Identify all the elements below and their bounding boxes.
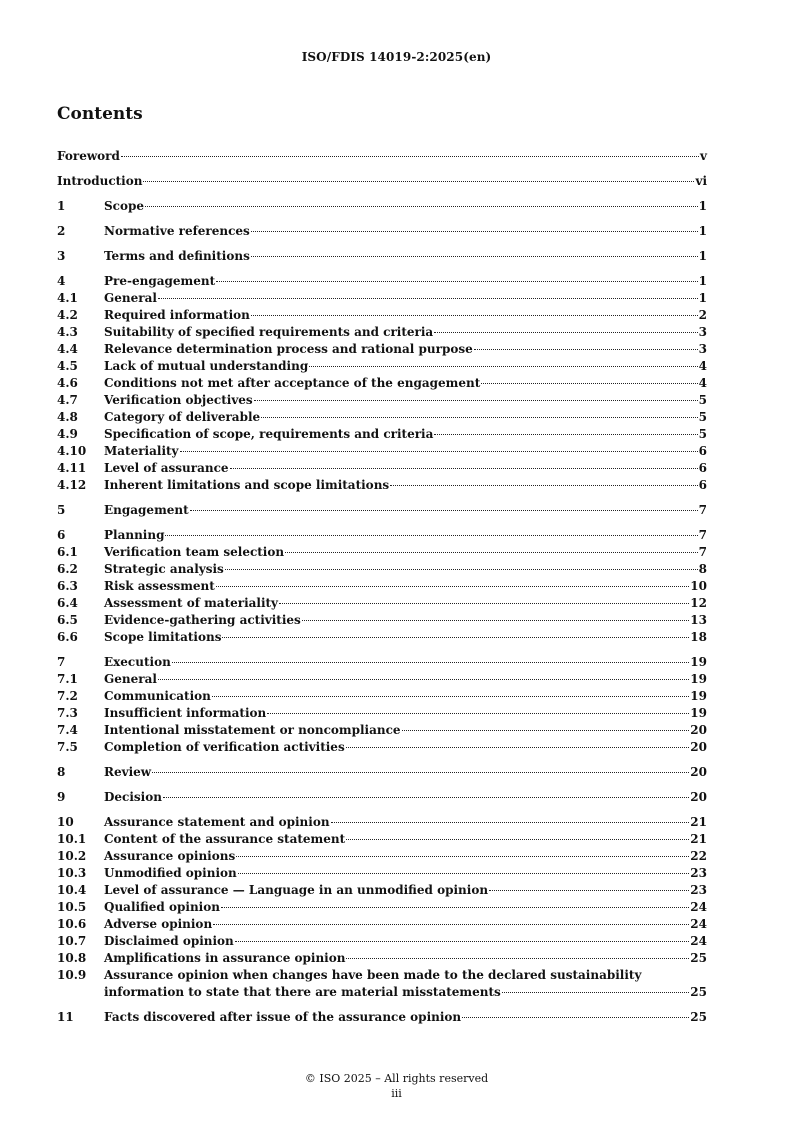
dot-leader xyxy=(309,366,697,367)
toc-entry-number: 10.6 xyxy=(57,917,87,931)
dot-leader xyxy=(285,552,698,553)
toc-entry[interactable] xyxy=(57,916,707,933)
toc-entry-label: Level of assurance — Language in an unmodified opinion xyxy=(104,883,489,897)
toc-entry-number: 4.10 xyxy=(57,444,87,458)
toc-entry-page: 7 xyxy=(698,528,707,542)
dot-leader xyxy=(346,839,689,840)
toc-entry-page: 19 xyxy=(690,689,707,703)
toc-entry-number: 7.2 xyxy=(57,689,78,703)
document-id-header: ISO/FDIS 14019-2:2025(en) xyxy=(301,50,492,64)
toc-entry-number: 4.6 xyxy=(57,376,78,390)
toc-entry-number: 10.8 xyxy=(57,951,87,965)
toc-entry[interactable] xyxy=(57,544,707,561)
toc-entry-page: 18 xyxy=(690,630,707,644)
toc-entry[interactable] xyxy=(57,831,707,848)
toc-entry-page: 5 xyxy=(698,427,707,441)
toc-entry-label: Terms and definitions xyxy=(104,249,250,263)
toc-entry[interactable] xyxy=(57,722,707,739)
toc-entry-page: 1 xyxy=(698,249,707,263)
dot-leader xyxy=(434,434,697,435)
toc-entry-number: 4.7 xyxy=(57,393,78,407)
toc-entry[interactable] xyxy=(57,290,707,307)
toc-entry[interactable] xyxy=(57,375,707,392)
toc-entry-label: Disclaimed opinion xyxy=(104,934,234,948)
toc-entry-page: 1 xyxy=(698,274,707,288)
dot-leader xyxy=(216,281,698,282)
dot-leader xyxy=(346,958,689,959)
toc-entry-label: Decision xyxy=(104,790,162,804)
toc-entry-label: Insufficient information xyxy=(104,706,267,720)
toc-entry-page: 20 xyxy=(690,723,707,737)
toc-entry-number: 7.5 xyxy=(57,740,78,754)
toc-entry-number: 6 xyxy=(57,528,66,542)
toc-entry-number: 7.4 xyxy=(57,723,78,737)
dot-leader xyxy=(230,468,698,469)
dot-leader xyxy=(251,231,698,232)
toc-entry-page: 10 xyxy=(690,579,707,593)
toc-entry-number: 4.1 xyxy=(57,291,78,305)
toc-entry-page: 25 xyxy=(690,1010,707,1024)
toc-entry-number: 2 xyxy=(57,224,66,238)
toc-entry-label: Engagement xyxy=(104,503,189,517)
toc-entry-number: 1 xyxy=(57,199,66,213)
dot-leader xyxy=(254,400,698,401)
toc-entry-page: 20 xyxy=(690,765,707,779)
toc-entry[interactable] xyxy=(57,848,707,865)
toc-entry-number: 4.9 xyxy=(57,427,78,441)
toc-entry[interactable] xyxy=(57,341,707,358)
toc-entry-label: Verification team selection xyxy=(104,545,285,559)
dot-leader xyxy=(190,510,698,511)
toc-entry-page: 8 xyxy=(698,562,707,576)
dot-leader xyxy=(489,890,689,891)
toc-entry[interactable] xyxy=(57,1009,707,1026)
toc-entry-label: Unmodified opinion xyxy=(104,866,237,880)
toc-entry[interactable] xyxy=(57,392,707,409)
toc-entry-number: 6.5 xyxy=(57,613,78,627)
toc-entry-number: 6.1 xyxy=(57,545,78,559)
toc-entry-page: 24 xyxy=(690,917,707,931)
toc-entry-number: 4.8 xyxy=(57,410,78,424)
toc-entry-label: Conditions not met after acceptance of the engagement xyxy=(104,376,481,390)
toc-entry-label: Assurance opinions xyxy=(104,849,236,863)
dot-leader xyxy=(172,662,690,663)
dot-leader xyxy=(251,256,698,257)
toc-entry-number: 4.5 xyxy=(57,359,78,373)
toc-entry-label: Content of the assurance statement xyxy=(104,832,346,846)
toc-entry-label: Risk assessment xyxy=(104,579,215,593)
toc-entry-number: 6.2 xyxy=(57,562,78,576)
dot-leader xyxy=(261,417,697,418)
toc-entry[interactable] xyxy=(57,248,707,265)
toc-entry[interactable] xyxy=(57,502,707,519)
toc-entry-page: 3 xyxy=(698,325,707,339)
toc-entry-page: 7 xyxy=(698,545,707,559)
toc-entry-page: 6 xyxy=(698,478,707,492)
toc-entry[interactable] xyxy=(57,460,707,477)
toc-entry-number: 10.4 xyxy=(57,883,87,897)
dot-leader xyxy=(180,451,698,452)
toc-entry[interactable] xyxy=(57,561,707,578)
toc-entry-label: Lack of mutual understanding xyxy=(104,359,309,373)
toc-entry-label: Specification of scope, requirements and criteria xyxy=(104,427,434,441)
toc-entry-number: 10.5 xyxy=(57,900,87,914)
dot-leader xyxy=(474,349,698,350)
dot-leader xyxy=(225,569,698,570)
toc-entry-number: 5 xyxy=(57,503,66,517)
toc-entry-label-continued: information to state that there are material misstatements xyxy=(104,985,501,999)
toc-entry-label: Suitability of specified requirements and criteria xyxy=(104,325,434,339)
toc-entry[interactable] xyxy=(57,899,707,916)
toc-entry-page: 19 xyxy=(690,655,707,669)
contents-title: Contents xyxy=(57,104,143,124)
toc-entry-page: 23 xyxy=(690,866,707,880)
toc-entry[interactable] xyxy=(57,882,707,899)
toc-entry-number: 11 xyxy=(57,1010,74,1024)
dot-leader xyxy=(152,772,689,773)
toc-entry-label: Assessment of materiality xyxy=(104,596,279,610)
toc-entry[interactable] xyxy=(57,595,707,612)
toc-entry-page: 4 xyxy=(698,359,707,373)
toc-entry-label: Assurance statement and opinion xyxy=(104,815,330,829)
dot-leader xyxy=(222,637,689,638)
toc-entry-page: 20 xyxy=(690,740,707,754)
toc-entry-label: Verification objectives xyxy=(104,393,253,407)
toc-entry-page: 13 xyxy=(690,613,707,627)
toc-entry-page: 20 xyxy=(690,790,707,804)
toc-entry[interactable] xyxy=(57,654,707,671)
toc-entry-page: 22 xyxy=(690,849,707,863)
toc-entry-page: 19 xyxy=(690,672,707,686)
toc-entry-label: Strategic analysis xyxy=(104,562,224,576)
toc-entry-label: Adverse opinion xyxy=(104,917,213,931)
toc-entry-label: Scope xyxy=(104,199,145,213)
toc-entry-page: v xyxy=(700,149,707,163)
toc-entry[interactable] xyxy=(57,612,707,629)
toc-entry[interactable] xyxy=(57,527,707,544)
toc-entry-number: 4.12 xyxy=(57,478,87,492)
toc-entry-number: 8 xyxy=(57,765,66,779)
toc-entry-label: Category of deliverable xyxy=(104,410,261,424)
toc-entry[interactable] xyxy=(57,148,707,165)
toc-entry[interactable] xyxy=(57,967,707,1001)
toc-entry[interactable] xyxy=(57,789,707,806)
toc-entry[interactable] xyxy=(57,950,707,967)
dot-leader xyxy=(236,856,689,857)
dot-leader xyxy=(502,992,690,993)
toc-entry-page: 25 xyxy=(690,985,707,999)
toc-entry[interactable] xyxy=(57,324,707,341)
toc-entry-page: 1 xyxy=(698,224,707,238)
toc-entry-page: 12 xyxy=(690,596,707,610)
toc-entry-label: Review xyxy=(104,765,152,779)
toc-entry-page: 6 xyxy=(698,461,707,475)
table-of-contents xyxy=(57,148,707,1026)
toc-entry-number: 4.11 xyxy=(57,461,87,475)
dot-leader xyxy=(462,1017,689,1018)
toc-entry[interactable] xyxy=(57,358,707,375)
toc-entry-label: Evidence-gathering activities xyxy=(104,613,301,627)
dot-leader xyxy=(158,679,689,680)
dot-leader xyxy=(143,181,694,182)
toc-entry-number: 10.3 xyxy=(57,866,87,880)
dot-leader xyxy=(221,907,689,908)
dot-leader xyxy=(251,315,698,316)
toc-entry-page: 24 xyxy=(690,900,707,914)
toc-entry-number: 7.1 xyxy=(57,672,78,686)
toc-entry-page: 5 xyxy=(698,410,707,424)
page-footer xyxy=(0,1071,793,1101)
toc-entry-page: 1 xyxy=(698,291,707,305)
toc-entry-page: 21 xyxy=(690,815,707,829)
toc-entry[interactable] xyxy=(57,814,707,831)
toc-entry-page: 3 xyxy=(698,342,707,356)
toc-entry-number: 10.2 xyxy=(57,849,87,863)
toc-entry-number: 6.3 xyxy=(57,579,78,593)
toc-entry-number: 10.7 xyxy=(57,934,87,948)
toc-entry-number: 6.4 xyxy=(57,596,78,610)
toc-entry-number: 4.4 xyxy=(57,342,78,356)
toc-entry-label: Relevance determination process and rational purpose xyxy=(104,342,473,356)
toc-entry-number: 10.9 xyxy=(57,968,87,982)
toc-entry-label: Intentional misstatement or noncompliance xyxy=(104,723,401,737)
toc-entry-label: Amplifications in assurance opinion xyxy=(104,951,346,965)
toc-entry-page: vi xyxy=(695,174,707,188)
toc-entry[interactable] xyxy=(57,223,707,240)
toc-entry-page: 1 xyxy=(698,199,707,213)
toc-entry-label: Communication xyxy=(104,689,211,703)
toc-entry[interactable] xyxy=(57,426,707,443)
toc-entry-number: 3 xyxy=(57,249,66,263)
toc-entry-page: 24 xyxy=(690,934,707,948)
toc-entry[interactable] xyxy=(57,173,707,190)
toc-entry-page: 7 xyxy=(698,503,707,517)
toc-entry-label: Introduction xyxy=(57,174,143,188)
toc-entry[interactable] xyxy=(57,409,707,426)
toc-entry[interactable] xyxy=(57,933,707,950)
toc-entry-number: 7.3 xyxy=(57,706,78,720)
toc-entry-page: 6 xyxy=(698,444,707,458)
toc-entry-number: 10.1 xyxy=(57,832,87,846)
toc-entry[interactable] xyxy=(57,198,707,215)
toc-entry-label: Qualified opinion xyxy=(104,900,220,914)
dot-leader xyxy=(267,713,689,714)
dot-leader xyxy=(213,924,689,925)
page-number: iii xyxy=(391,1087,402,1100)
toc-entry-label: Normative references xyxy=(104,224,250,238)
toc-entry-label: Required information xyxy=(104,308,250,322)
dot-leader xyxy=(346,747,690,748)
dot-leader xyxy=(235,941,690,942)
toc-entry-page: 23 xyxy=(690,883,707,897)
dot-leader xyxy=(121,156,699,157)
toc-entry-number: 6.6 xyxy=(57,630,78,644)
toc-entry-label: Scope limitations xyxy=(104,630,222,644)
dot-leader xyxy=(331,822,690,823)
toc-entry-number: 4.2 xyxy=(57,308,78,322)
toc-entry-number: 9 xyxy=(57,790,66,804)
toc-entry-page: 2 xyxy=(698,308,707,322)
toc-entry[interactable] xyxy=(57,865,707,882)
toc-entry[interactable] xyxy=(57,764,707,781)
dot-leader xyxy=(434,332,697,333)
toc-entry-label: Assurance opinion when changes have been made to the declared sustainability xyxy=(104,968,642,982)
toc-entry[interactable] xyxy=(57,629,707,646)
dot-leader xyxy=(145,206,698,207)
toc-entry-label: Pre-engagement xyxy=(104,274,216,288)
toc-entry-page: 25 xyxy=(690,951,707,965)
dot-leader xyxy=(238,873,690,874)
toc-entry[interactable] xyxy=(57,443,707,460)
dot-leader xyxy=(402,730,690,731)
toc-entry-page: 21 xyxy=(690,832,707,846)
dot-leader xyxy=(390,485,697,486)
dot-leader xyxy=(481,383,697,384)
toc-entry-label: Foreword xyxy=(57,149,120,163)
toc-entry-number: 7 xyxy=(57,655,66,669)
toc-entry[interactable] xyxy=(57,705,707,722)
toc-entry-number: 4.3 xyxy=(57,325,78,339)
dot-leader xyxy=(216,586,689,587)
toc-entry-page: 5 xyxy=(698,393,707,407)
toc-entry[interactable] xyxy=(57,477,707,494)
dot-leader xyxy=(158,298,698,299)
toc-entry[interactable] xyxy=(57,671,707,688)
dot-leader xyxy=(302,620,689,621)
toc-entry-label: Execution xyxy=(104,655,171,669)
toc-entry-label: Completion of verification activities xyxy=(104,740,345,754)
copyright-notice: © ISO 2025 – All rights reserved xyxy=(304,1072,489,1085)
toc-entry[interactable] xyxy=(57,273,707,290)
toc-entry-label: Materiality xyxy=(104,444,179,458)
toc-entry-label: Facts discovered after issue of the assurance opinion xyxy=(104,1010,462,1024)
dot-leader xyxy=(212,696,689,697)
dot-leader xyxy=(163,797,689,798)
toc-entry-page: 19 xyxy=(690,706,707,720)
toc-entry-label: Level of assurance xyxy=(104,461,229,475)
toc-entry-label: General xyxy=(104,291,157,305)
toc-entry[interactable] xyxy=(57,688,707,705)
dot-leader xyxy=(279,603,689,604)
dot-leader xyxy=(165,535,697,536)
toc-entry-label: Inherent limitations and scope limitations xyxy=(104,478,390,492)
toc-entry-number: 4 xyxy=(57,274,66,288)
toc-entry-label: Planning xyxy=(104,528,165,542)
toc-entry-page: 4 xyxy=(698,376,707,390)
toc-entry[interactable] xyxy=(57,739,707,756)
toc-entry[interactable] xyxy=(57,307,707,324)
toc-entry[interactable] xyxy=(57,578,707,595)
toc-entry-label: General xyxy=(104,672,157,686)
toc-entry-number: 10 xyxy=(57,815,74,829)
